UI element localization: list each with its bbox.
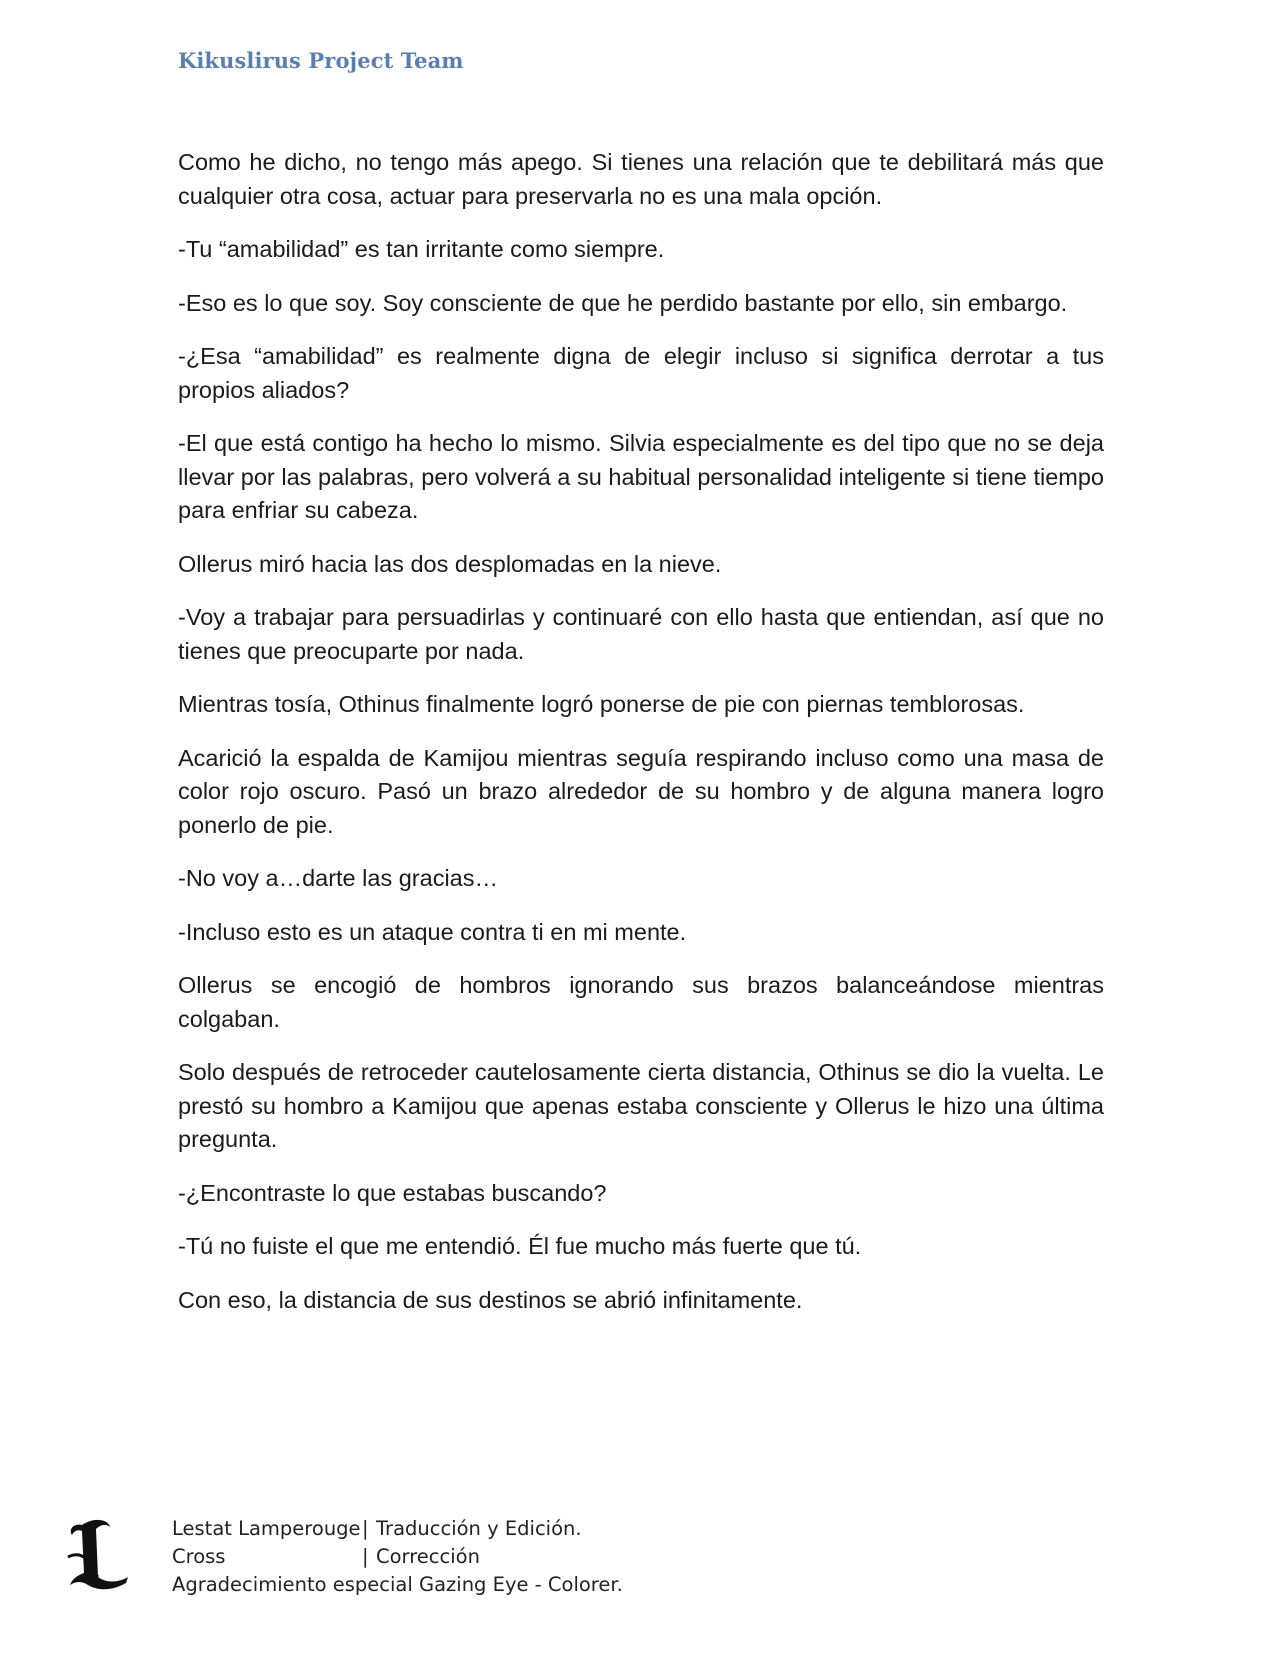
credit-separator: | xyxy=(362,1545,369,1568)
credit-name: Lestat Lamperouge xyxy=(172,1517,361,1540)
paragraph: -Tú no fuiste el que me entendió. Él fue mucho más fuerte que tú. xyxy=(178,1233,862,1259)
paragraph: -Tu “amabilidad” es tan irritante como siempre. xyxy=(178,236,665,262)
page-header-title: Kikuslirus Project Team xyxy=(178,48,464,73)
page-footer xyxy=(64,1515,764,1625)
gothic-letter-l-logo-icon xyxy=(64,1515,134,1595)
paragraph: -¿Esa “amabilidad” es realmente digna de elegir incluso si significa derrotar a tus propios aliados? xyxy=(178,343,1104,403)
paragraph: Mientras tosía, Othinus finalmente logró ponerse de pie con piernas temblorosas. xyxy=(178,691,1025,717)
paragraph: Solo después de retroceder cautelosamente cierta distancia, Othinus se dio la vuelta. Le prestó su hombro a Kamijou que apenas estaba consciente y Ollerus le hizo una última pregunta. xyxy=(178,1059,1104,1152)
footer-credits xyxy=(172,1515,623,1599)
paragraph: Como he dicho, no tengo más apego. Si tienes una relación que te debilitará más que cualquier otra cosa, actuar para preservarla no es una mala opción. xyxy=(178,149,1104,209)
credit-separator: | xyxy=(362,1517,369,1540)
credit-row xyxy=(172,1543,623,1571)
paragraph: Ollerus se encogió de hombros ignorando sus brazos balanceándose mientras colgaban. xyxy=(178,972,1104,1032)
special-thanks: Agradecimiento especial Gazing Eye - Colorer. xyxy=(172,1573,623,1596)
paragraph: -Voy a trabajar para persuadirlas y continuaré con ello hasta que entiendan, así que no tienes que preocuparte por nada. xyxy=(178,604,1104,664)
paragraph: -El que está contigo ha hecho lo mismo. Silvia especialmente es del tipo que no se deja llevar por las palabras, pero volverá a su habitual personalidad inteligente si tiene tiempo para enfriar su cabeza. xyxy=(178,430,1104,523)
document-body xyxy=(178,146,1104,1337)
credit-row xyxy=(172,1515,623,1543)
paragraph: -Incluso esto es un ataque contra ti en mi mente. xyxy=(178,918,687,945)
paragraph: -Eso es lo que soy. Soy consciente de que he perdido bastante por ello, sin embargo. xyxy=(178,289,1068,316)
credit-role: Corrección xyxy=(376,1545,480,1568)
paragraph: Ollerus miró hacia las dos desplomadas en la nieve. xyxy=(178,550,722,577)
paragraph: -¿Encontraste lo que estabas buscando? xyxy=(178,1179,607,1206)
paragraph: Acarició la espalda de Kamijou mientras seguía respirando incluso como una masa de color rojo oscuro. Pasó un brazo alrededor de su hombro y de alguna manera logro ponerlo de pie. xyxy=(178,744,1104,838)
paragraph: -No voy a…darte las gracias… xyxy=(178,865,498,891)
credit-name: Cross xyxy=(172,1545,226,1568)
paragraph: Con eso, la distancia de sus destinos se abrió infinitamente. xyxy=(178,1286,803,1313)
credit-role: Traducción y Edición. xyxy=(376,1517,582,1540)
